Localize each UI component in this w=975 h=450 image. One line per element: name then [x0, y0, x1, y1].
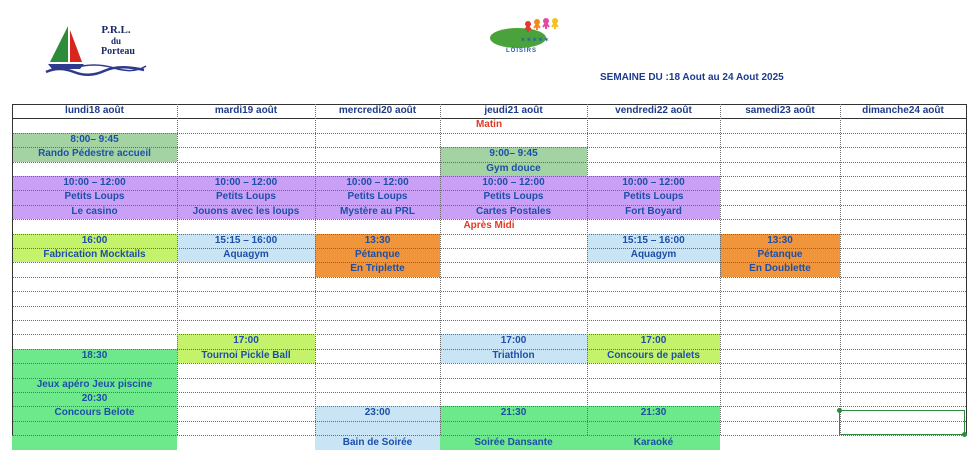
grid-column-line: [315, 104, 316, 435]
event-cell: Triathlon: [440, 349, 587, 363]
event-cell: 18:30: [12, 349, 177, 363]
grid-column-line: [720, 104, 721, 435]
event-cell: Pétanque: [315, 248, 440, 262]
schedule-grid: [12, 104, 966, 448]
event-cell: 16:00: [12, 234, 177, 248]
event-cell: Jeux apéro Jeux piscine: [12, 378, 177, 392]
day-header-monday: lundi18 août: [65, 105, 124, 116]
grid-line: [12, 349, 966, 350]
event-cell: Bain de Soirée: [315, 421, 440, 450]
event-cell: Karaoké: [587, 421, 720, 450]
grid-line: [12, 147, 966, 148]
grid-column-line: [440, 104, 441, 435]
grid-line: [12, 277, 966, 278]
event-cell: 20:30: [12, 392, 177, 406]
event-cell: Petits Loups: [440, 190, 587, 205]
grid-line: [12, 190, 966, 191]
grid-line: [12, 421, 966, 422]
grid-line: [12, 392, 966, 393]
selected-cell[interactable]: [839, 410, 965, 435]
event-cell: Petits Loups: [315, 190, 440, 205]
selection-handle-icon[interactable]: [837, 408, 842, 413]
event-cell: Petits Loups: [177, 190, 315, 205]
event-cell: Petits Loups: [587, 190, 720, 205]
prl-line1: P.R.L.: [101, 24, 131, 36]
selection-handle-icon[interactable]: [962, 432, 967, 437]
grid-line: [12, 320, 966, 321]
event-cell: Rando Pédestre accueil: [12, 147, 177, 162]
event-cell: Concours de palets: [587, 349, 720, 363]
grid-line: [12, 406, 966, 407]
event-cell: 13:30: [315, 234, 440, 248]
grid-line: [12, 219, 966, 220]
section-morning: Matin: [475, 119, 503, 130]
section-afternoon: Après Midi: [463, 220, 515, 231]
prl-logo: [44, 22, 150, 76]
event-cell: Aquagym: [587, 248, 720, 262]
event-cell: 15:15 – 16:00: [587, 234, 720, 248]
event-cell: 10:00 – 12:00: [177, 176, 315, 190]
event-cell: 17:00: [587, 334, 720, 349]
event-cell: En Triplette: [315, 262, 440, 277]
grid-column-line: [587, 104, 588, 435]
event-cell: Jouons avec les loups: [177, 205, 315, 219]
event-cell: Mystère au PRL: [315, 205, 440, 219]
grid-line: [12, 306, 966, 307]
event-cell: Pétanque: [720, 248, 840, 262]
grid-border-top: [12, 104, 966, 105]
event-cell: 21:30: [440, 406, 587, 421]
event-cell: En Doublette: [720, 262, 840, 277]
grid-line: [12, 262, 966, 263]
day-header-thursday: jeudi21 août: [484, 105, 543, 116]
week-title: SEMAINE DU :18 Aout au 24 Aout 2025: [600, 72, 784, 83]
grid-line: [12, 334, 966, 335]
event-cell: 10:00 – 12:00: [440, 176, 587, 190]
event-cell: Aquagym: [177, 248, 315, 262]
event-cell: 15:15 – 16:00: [177, 234, 315, 248]
grid-line: [12, 291, 966, 292]
grid-line: [12, 378, 966, 379]
grid-line: [12, 176, 966, 177]
grid-line: [12, 234, 966, 235]
event-cell: 8:00– 9:45: [12, 133, 177, 147]
event-cell: 10:00 – 12:00: [12, 176, 177, 190]
grid-line: [12, 162, 966, 163]
prl-line3: Porteau: [101, 46, 135, 57]
event-cell: 17:00: [440, 334, 587, 349]
grid-line: [12, 248, 966, 249]
grid-line: [12, 205, 966, 206]
event-cell: Le casino: [12, 205, 177, 219]
event-cell: 13:30: [720, 234, 840, 248]
prl-line2: du: [110, 36, 121, 46]
event-cell-filler: [12, 363, 177, 378]
day-header-wednesday: mercredi20 août: [338, 105, 417, 116]
grid-column-line: [966, 104, 967, 435]
event-cell: Fabrication Mocktails: [12, 248, 177, 262]
loisirs-label: LOISIRS: [506, 48, 538, 54]
event-cell: 21:30: [587, 406, 720, 421]
event-cell: Gym douce: [440, 162, 587, 176]
event-cell: 23:00: [315, 406, 440, 421]
event-cell: Fort Boyard: [587, 205, 720, 219]
grid-line: [12, 435, 966, 436]
day-header-sunday: dimanche24 août: [862, 105, 944, 116]
day-header-saturday: samedi23 août: [745, 105, 815, 116]
event-cell: 10:00 – 12:00: [587, 176, 720, 190]
event-cell: Concours Belote: [12, 406, 177, 421]
grid-column-line: [12, 104, 13, 435]
day-header-friday: vendredi22 août: [615, 105, 692, 116]
event-cell: Petits Loups: [12, 190, 177, 205]
grid-column-line: [840, 104, 841, 435]
grid-column-line: [177, 104, 178, 435]
event-cell: 10:00 – 12:00: [315, 176, 440, 190]
event-cell: Soirée Dansante: [440, 421, 587, 450]
grid-line: [12, 363, 966, 364]
event-cell: Cartes Postales: [440, 205, 587, 219]
event-cell: 17:00: [177, 334, 315, 349]
event-cell: 9:00– 9:45: [440, 147, 587, 162]
svg-text:✶✶✶✶✶: ✶✶✶✶✶: [520, 37, 550, 44]
day-header-tuesday: mardi19 août: [214, 105, 278, 116]
grid-line: [12, 133, 966, 134]
event-cell: Tournoi Pickle Ball: [177, 349, 315, 363]
grid-line: [12, 118, 966, 119]
